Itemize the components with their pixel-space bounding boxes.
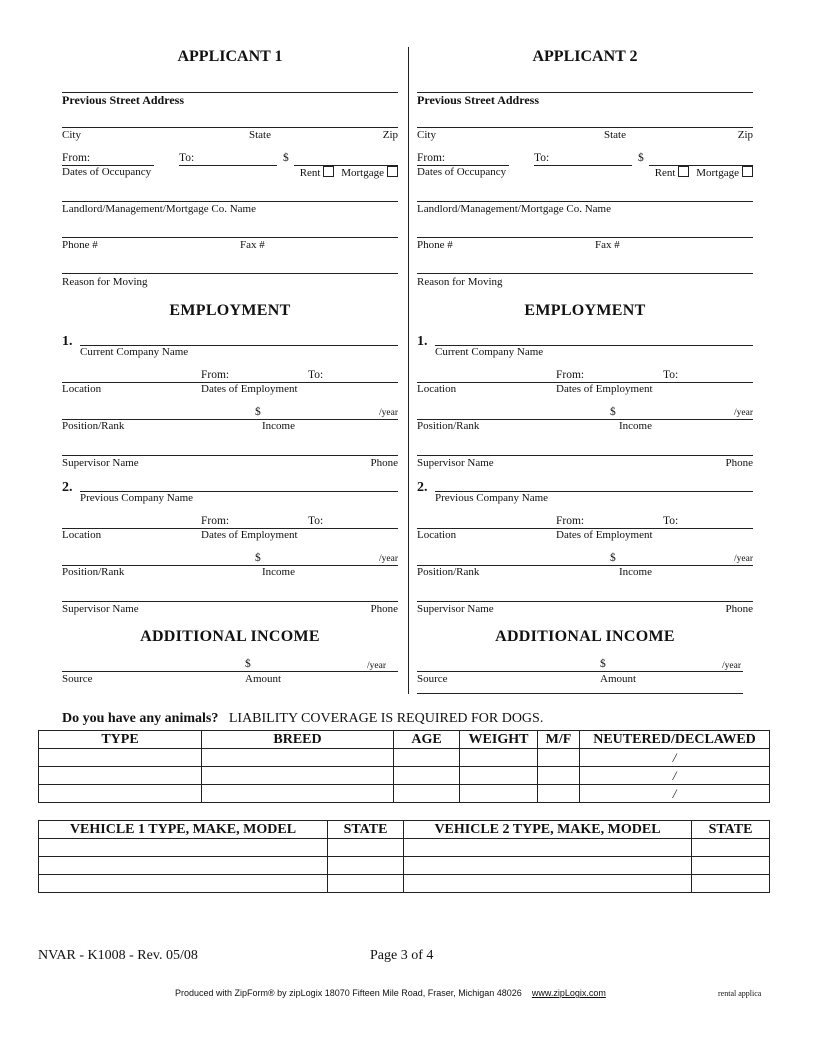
rent-label: Rent <box>654 167 676 179</box>
zip-label: Zip <box>382 129 398 141</box>
rent-mortgage-options <box>655 166 753 179</box>
animals-row <box>39 785 770 803</box>
additional-income-heading: ADDITIONAL INCOME <box>140 628 320 645</box>
rent-label: Rent <box>299 167 321 179</box>
animals-cell[interactable] <box>202 785 394 803</box>
fax-label: Fax # <box>595 239 620 251</box>
animals-header: BREED <box>202 731 394 749</box>
animals-header: TYPE <box>39 731 202 749</box>
animals-row <box>39 767 770 785</box>
location-label: Location <box>62 383 102 395</box>
state-label: State <box>604 129 626 141</box>
dates-occupancy-label: Dates of Occupancy <box>62 166 152 178</box>
dollar-label: $ <box>638 152 644 164</box>
animals-header: WEIGHT <box>460 731 538 749</box>
supervisor-label: Supervisor Name <box>417 457 494 469</box>
vehicles-cell[interactable] <box>404 875 692 893</box>
mortgage-label: Mortgage <box>341 167 384 179</box>
animals-cell[interactable] <box>39 749 202 767</box>
vehicles-header: STATE <box>328 821 404 839</box>
animals-cell[interactable] <box>39 767 202 785</box>
income-dollar: $ <box>610 406 616 418</box>
animals-header: M/F <box>538 731 580 749</box>
animals-cell[interactable] <box>538 785 580 803</box>
dates-occupancy-label: Dates of Occupancy <box>417 166 507 178</box>
per-year-label: /year <box>379 408 398 418</box>
per-year-label: /year <box>379 554 398 564</box>
from-label: From: <box>62 152 91 164</box>
vehicles-cell[interactable] <box>404 857 692 875</box>
rent-mortgage-options <box>300 166 398 179</box>
vehicles-cell[interactable] <box>692 839 770 857</box>
source-label: Source <box>417 673 448 685</box>
vehicles-cell[interactable] <box>328 875 404 893</box>
employment-heading: EMPLOYMENT <box>169 302 291 319</box>
supervisor-label: Supervisor Name <box>417 603 494 615</box>
emp-to-label: To: <box>308 515 324 527</box>
income-label: Income <box>619 566 652 578</box>
income-label: Income <box>262 566 295 578</box>
vehicles-row <box>39 875 770 893</box>
phone-label: Phone # <box>417 239 453 251</box>
supervisor-phone-label: Phone <box>725 457 753 469</box>
animals-cell[interactable] <box>460 749 538 767</box>
emp-from-label: From: <box>556 515 585 527</box>
company-label: Previous Company Name <box>80 492 194 504</box>
reason-line[interactable] <box>417 273 753 274</box>
vehicles-row <box>39 839 770 857</box>
animals-cell[interactable] <box>460 785 538 803</box>
vehicles-cell[interactable] <box>692 875 770 893</box>
emp-from-label: From: <box>201 369 230 381</box>
job-number: 2. <box>417 480 428 495</box>
employment-heading: EMPLOYMENT <box>524 302 646 319</box>
animals-row <box>39 749 770 767</box>
job-number: 1. <box>417 334 428 349</box>
supervisor-phone-label: Phone <box>725 603 753 615</box>
animals-question <box>62 711 543 727</box>
job-number: 1. <box>62 334 73 349</box>
fax-label: Fax # <box>240 239 265 251</box>
vehicles-cell[interactable] <box>328 839 404 857</box>
liability-notice: LIABILITY COVERAGE IS REQUIRED FOR DOGS. <box>228 711 544 726</box>
company-label: Current Company Name <box>435 346 544 358</box>
vehicles-header: VEHICLE 1 TYPE, MAKE, MODEL <box>39 821 328 839</box>
supervisor-label: Supervisor Name <box>62 603 139 615</box>
income-label: Income <box>262 420 295 432</box>
location-label: Location <box>417 529 457 541</box>
additional-income-line[interactable] <box>62 671 398 672</box>
supervisor-line[interactable] <box>417 455 753 456</box>
vehicles-table <box>38 820 770 893</box>
job-number: 2. <box>62 480 73 495</box>
emp-from-label: From: <box>556 369 585 381</box>
page-number: Page 3 of 4 <box>370 948 434 963</box>
position-label: Position/Rank <box>62 420 125 432</box>
position-label: Position/Rank <box>417 420 480 432</box>
vehicles-cell[interactable] <box>328 857 404 875</box>
landlord-label: Landlord/Management/Mortgage Co. Name <box>62 203 256 215</box>
supervisor-line[interactable] <box>62 601 398 602</box>
to-label: To: <box>179 152 195 164</box>
additional-dollar: $ <box>245 658 251 670</box>
per-year-label: /year <box>734 554 753 564</box>
vehicles-cell[interactable] <box>39 839 328 857</box>
from-label: From: <box>417 152 446 164</box>
dates-employment-label: Dates of Employment <box>201 383 298 395</box>
company-label: Current Company Name <box>80 346 189 358</box>
phone-label: Phone # <box>62 239 98 251</box>
animals-cell[interactable] <box>460 767 538 785</box>
supervisor-phone-label: Phone <box>370 457 398 469</box>
mortgage-checkbox[interactable] <box>387 166 398 177</box>
city-label: City <box>62 129 81 141</box>
additional-bottom-line[interactable] <box>417 693 743 694</box>
vehicles-header: STATE <box>692 821 770 839</box>
location-label: Location <box>417 383 457 395</box>
mortgage-label: Mortgage <box>696 167 739 179</box>
applicant-heading: APPLICANT 2 <box>532 48 638 65</box>
to-label: To: <box>534 152 550 164</box>
emp-to-label: To: <box>663 369 679 381</box>
city-line[interactable] <box>62 127 398 128</box>
animals-cell[interactable] <box>394 785 460 803</box>
supervisor-line[interactable] <box>417 601 753 602</box>
phone-line[interactable] <box>417 237 753 238</box>
reason-label: Reason for Moving <box>62 276 148 288</box>
animals-cell[interactable] <box>394 749 460 767</box>
animals-table <box>38 730 770 803</box>
animals-cell[interactable]: / <box>580 767 770 785</box>
income-dollar: $ <box>255 552 261 564</box>
animals-question-text: Do you have any animals? <box>62 711 219 726</box>
supervisor-phone-label: Phone <box>370 603 398 615</box>
dates-employment-label: Dates of Employment <box>556 529 653 541</box>
dates-employment-label: Dates of Employment <box>556 383 653 395</box>
vehicles-cell[interactable] <box>39 875 328 893</box>
landlord-line[interactable] <box>62 201 398 202</box>
landlord-line[interactable] <box>417 201 753 202</box>
vehicles-row <box>39 857 770 875</box>
supervisor-label: Supervisor Name <box>62 457 139 469</box>
vehicles-cell[interactable] <box>692 857 770 875</box>
zip-label: Zip <box>737 129 753 141</box>
animals-cell[interactable] <box>538 749 580 767</box>
animals-cell[interactable] <box>394 767 460 785</box>
applicant-2-column <box>417 0 753 700</box>
vehicles-cell[interactable] <box>404 839 692 857</box>
rent-checkbox[interactable] <box>323 166 334 177</box>
vehicles-header: VEHICLE 2 TYPE, MAKE, MODEL <box>404 821 692 839</box>
produced-by <box>175 988 606 998</box>
emp-from-label: From: <box>201 515 230 527</box>
vehicles-cell[interactable] <box>39 857 328 875</box>
document-name: rental applica <box>718 989 762 998</box>
landlord-label: Landlord/Management/Mortgage Co. Name <box>417 203 611 215</box>
income-dollar: $ <box>255 406 261 418</box>
animals-header: NEUTERED/DECLAWED <box>580 731 770 749</box>
produced-text: Produced with ZipForm® by zipLogix 18070 Fifteen Mile Road, Fraser, Michigan 48026 <box>175 988 522 998</box>
income-label: Income <box>619 420 652 432</box>
animals-cell[interactable] <box>39 785 202 803</box>
rent-checkbox[interactable] <box>678 166 689 177</box>
per-year-label: /year <box>734 408 753 418</box>
position-label: Position/Rank <box>62 566 125 578</box>
phone-line[interactable] <box>62 237 398 238</box>
position-label: Position/Rank <box>417 566 480 578</box>
prev-address-label: Previous Street Address <box>417 93 539 107</box>
amount-label: Amount <box>600 673 637 685</box>
emp-to-label: To: <box>308 369 324 381</box>
source-label: Source <box>62 673 93 685</box>
additional-income-heading: ADDITIONAL INCOME <box>495 628 675 645</box>
additional-per-year: /year <box>367 661 386 671</box>
company-label: Previous Company Name <box>435 492 549 504</box>
dates-employment-label: Dates of Employment <box>201 529 298 541</box>
form-id: NVAR - K1008 - Rev. 05/08 <box>38 948 198 963</box>
city-label: City <box>417 129 436 141</box>
animals-cell[interactable] <box>202 767 394 785</box>
applicant-heading: APPLICANT 1 <box>177 48 283 65</box>
to-line[interactable] <box>179 165 277 166</box>
animals-header: AGE <box>394 731 460 749</box>
location-label: Location <box>62 529 102 541</box>
additional-income-line[interactable] <box>417 671 743 672</box>
mortgage-checkbox[interactable] <box>742 166 753 177</box>
additional-dollar: $ <box>600 658 606 670</box>
column-divider <box>408 47 409 694</box>
supervisor-line[interactable] <box>62 455 398 456</box>
additional-per-year: /year <box>722 661 741 671</box>
applicant-1-column <box>62 0 398 700</box>
animals-cell[interactable] <box>202 749 394 767</box>
to-line[interactable] <box>534 165 632 166</box>
reason-line[interactable] <box>62 273 398 274</box>
dollar-label: $ <box>283 152 289 164</box>
state-label: State <box>249 129 271 141</box>
animals-cell[interactable] <box>538 767 580 785</box>
animals-cell[interactable]: / <box>580 785 770 803</box>
ziplogix-link[interactable]: www.zipLogix.com <box>531 988 606 998</box>
amount-label: Amount <box>245 673 282 685</box>
income-dollar: $ <box>610 552 616 564</box>
reason-label: Reason for Moving <box>417 276 503 288</box>
prev-address-label: Previous Street Address <box>62 93 184 107</box>
animals-cell[interactable]: / <box>580 749 770 767</box>
city-line[interactable] <box>417 127 753 128</box>
emp-to-label: To: <box>663 515 679 527</box>
